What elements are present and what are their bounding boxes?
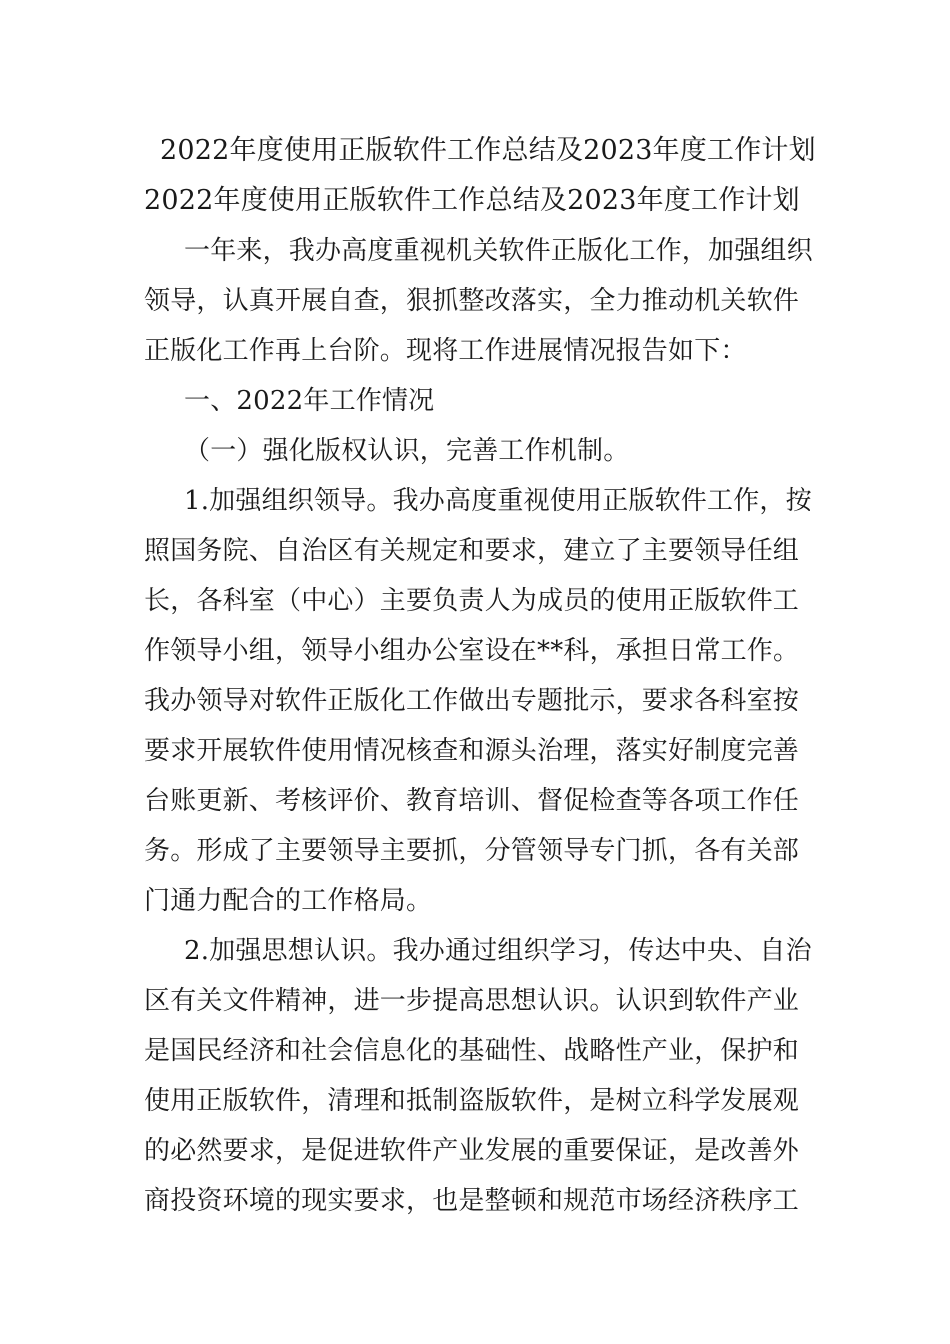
item-2-line: 使用正版软件，清理和抵制盗版软件，是树立科学发展观: [144, 1086, 800, 1116]
item-1-line: 1.加强组织领导。我办高度重视使用正版软件工作，按: [184, 486, 812, 516]
subsection-heading: （一）强化版权认识，完善工作机制。: [184, 436, 630, 466]
item-1-line: 要求开展软件使用情况核查和源头治理，落实好制度完善: [144, 736, 800, 766]
item-2-line: 是国民经济和社会信息化的基础性、战略性产业，保护和: [144, 1036, 800, 1066]
item-2-line: 2.加强思想认识。我办通过组织学习，传达中央、自治: [184, 936, 812, 966]
item-1-line: 我办领导对软件正版化工作做出专题批示，要求各科室按: [144, 686, 800, 716]
document-title-repeat: 2022年度使用正版软件工作总结及2023年度工作计划: [144, 185, 800, 216]
item-1-line: 长，各科室（中心）主要负责人为成员的使用正版软件工: [144, 586, 800, 616]
item-1-line: 门通力配合的工作格局。: [144, 886, 433, 916]
section-heading: 一、2022年工作情况: [184, 386, 435, 416]
intro-line: 领导，认真开展自查，狠抓整改落实，全力推动机关软件: [144, 286, 800, 316]
item-2-line: 商投资环境的现实要求，也是整顿和规范市场经济秩序工: [144, 1186, 800, 1216]
item-2-line: 的必然要求，是促进软件产业发展的重要保证，是改善外: [144, 1136, 800, 1166]
item-1-line: 台账更新、考核评价、教育培训、督促检查等各项工作任: [144, 786, 800, 816]
intro-line: 正版化工作再上台阶。现将工作进展情况报告如下：: [144, 336, 747, 366]
item-1-line: 照国务院、自治区有关规定和要求，建立了主要领导任组: [144, 536, 800, 566]
item-2-line: 区有关文件精神，进一步提高思想认识。认识到软件产业: [144, 986, 800, 1016]
item-1-line: 务。形成了主要领导主要抓，分管领导专门抓，各有关部: [144, 836, 800, 866]
intro-line: 一年来，我办高度重视机关软件正版化工作，加强组织: [184, 236, 813, 266]
document-title: 2022年度使用正版软件工作总结及2023年度工作计划: [160, 135, 816, 166]
item-1-line: 作领导小组，领导小组办公室设在**科，承担日常工作。: [144, 636, 800, 666]
